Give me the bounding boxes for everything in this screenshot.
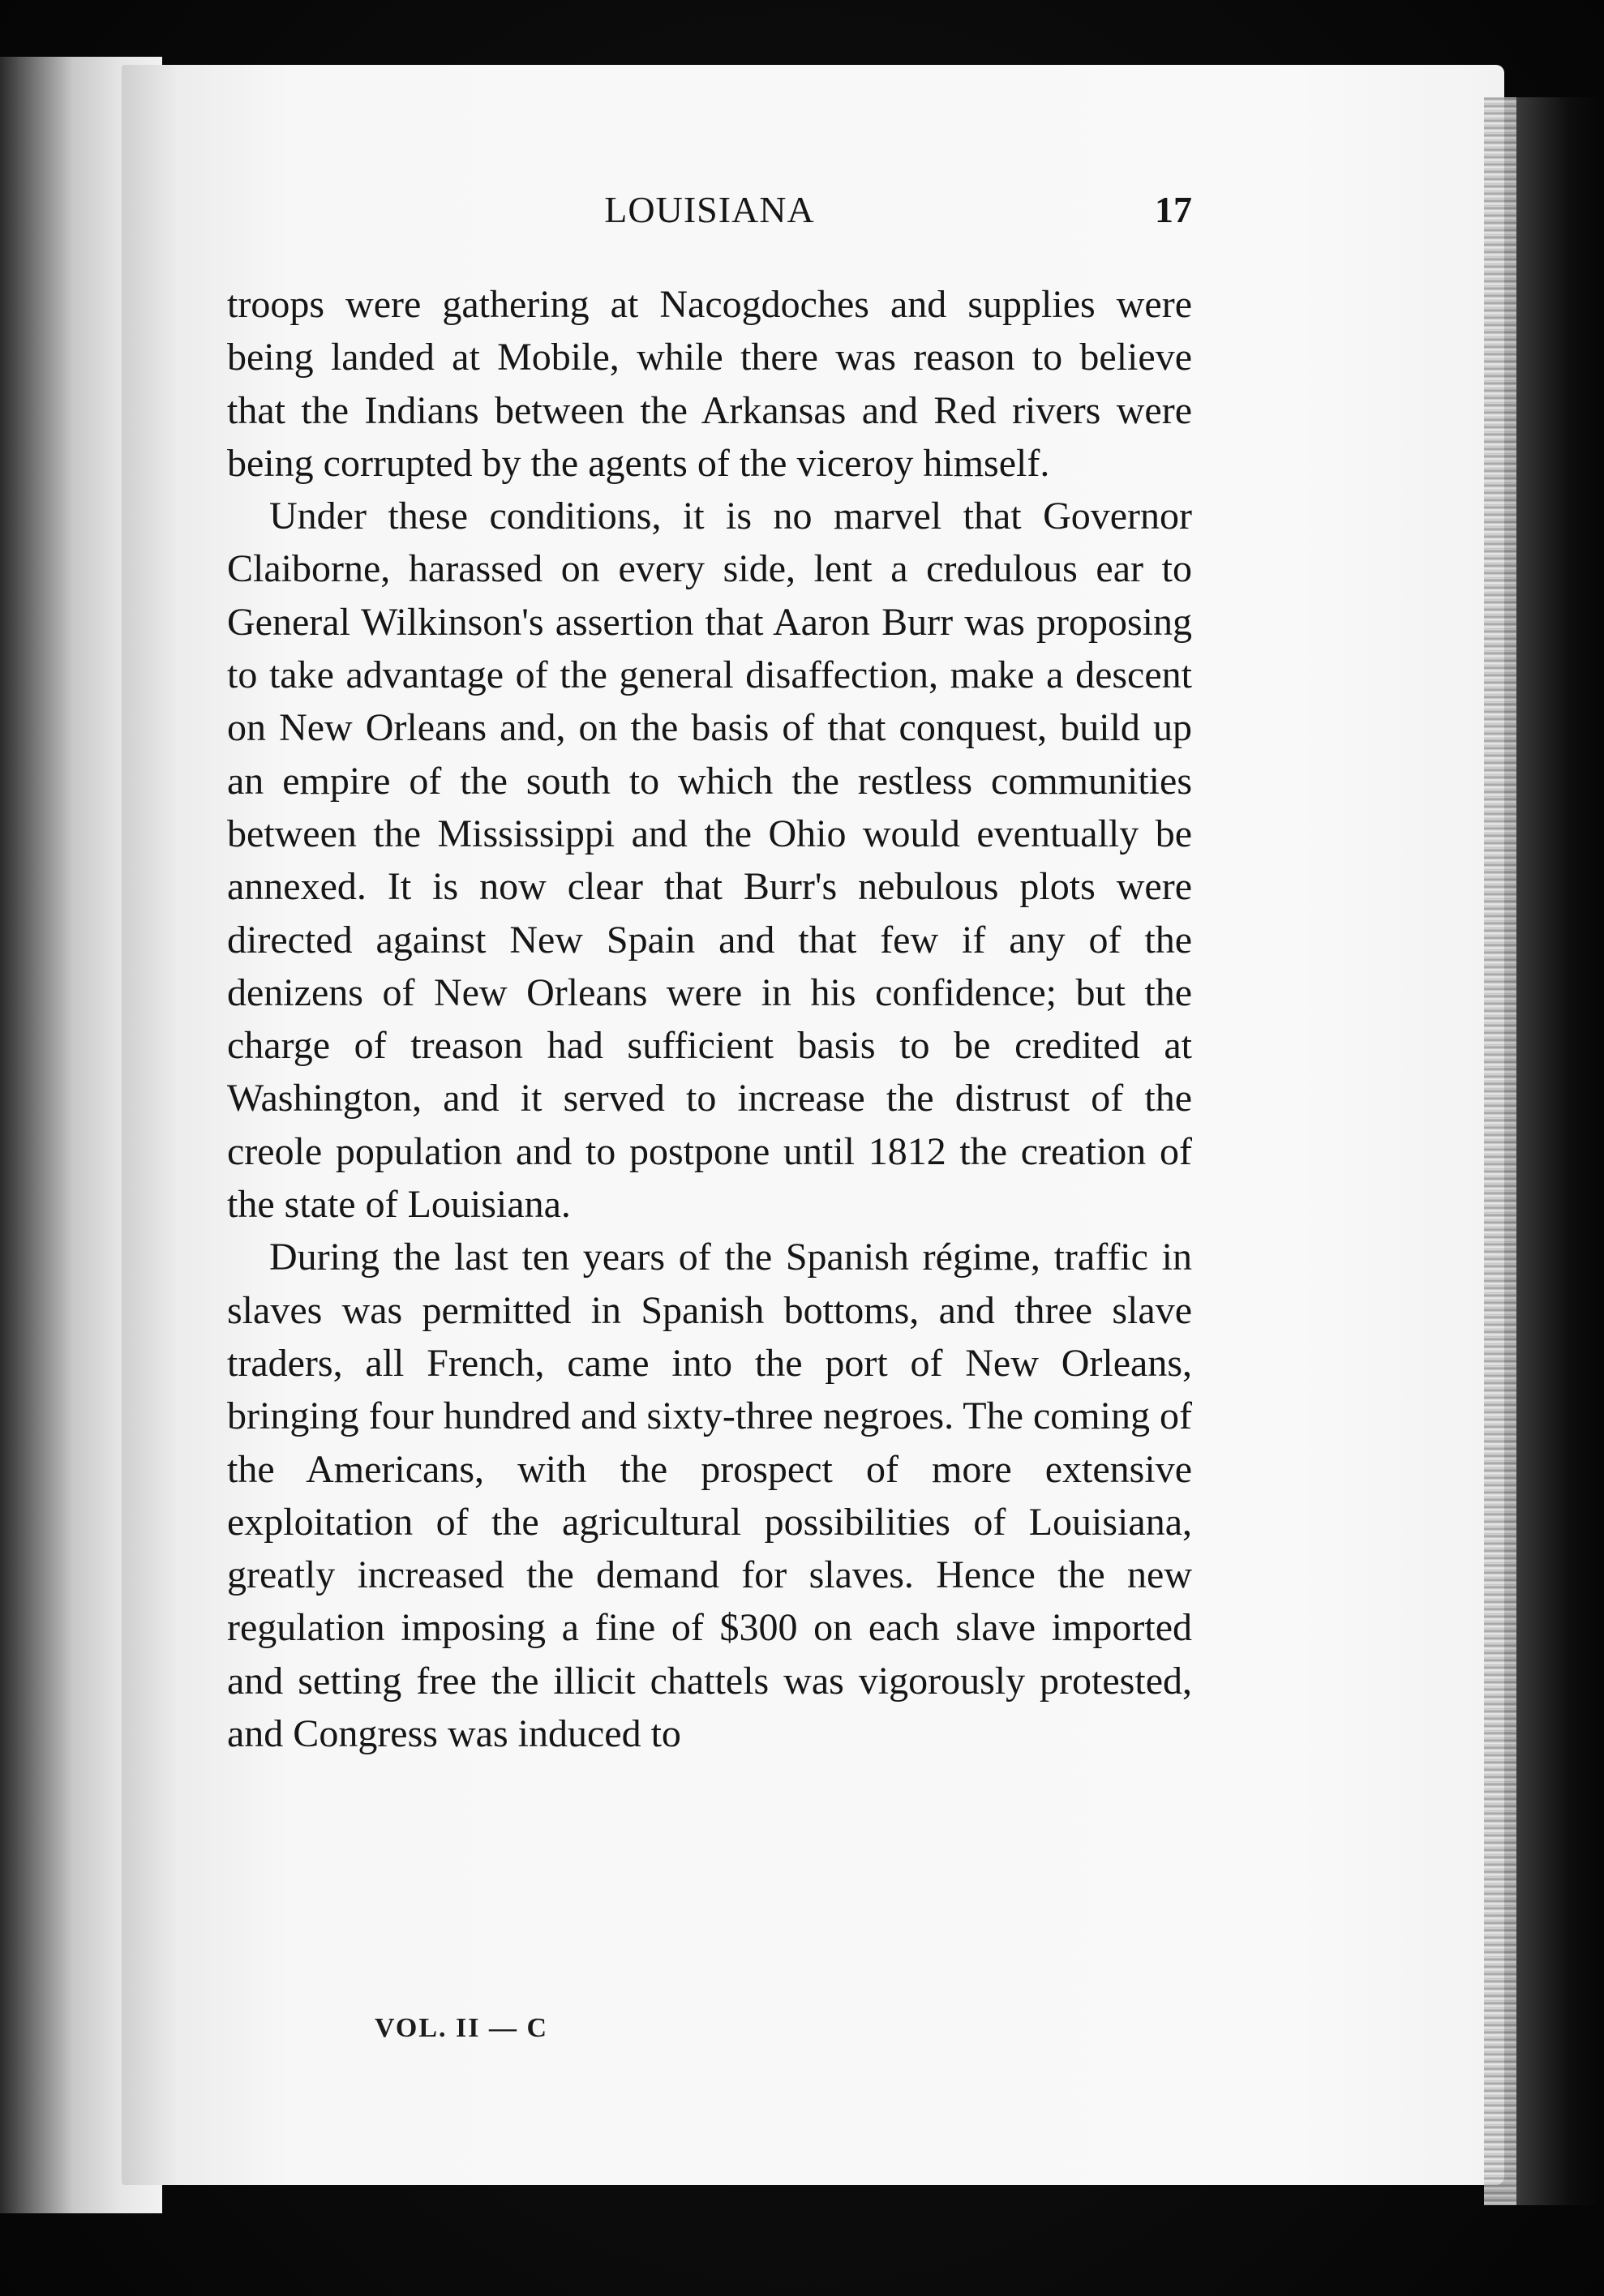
signature-mark: VOL. II — C [375,2013,549,2043]
body-text [227,278,1192,1760]
running-title: LOUISIANA [604,189,815,230]
paragraph-3: During the last ten years of the Spanish régime, traffic in slaves was permitted in Spanish bottoms, and three slave traders, all French, came into the port of New Orleans, bringing four hundred and sixty-three negroes. The coming of the Americans, with the prospect of more extensive exploitation of the agricultural possibilities of Louisiana, greatly increased the demand for slaves. Hence the new regulation imposing a fine of $300 on each slave imported and setting free the illicit chattels was vigorously protested, and Congress was induced to [227,1236,1192,1756]
paragraph-2: Under these conditions, it is no marvel that Governor Claiborne, harassed on every side, lent a credulous ear to General Wilkinson's assertion that Aaron Burr was proposing to take advantage of the general disaffection, make a descent on New Orleans and, on the basis of that conquest, build up an empire of the south to which the restless communities between the Mississippi and the Ohio would eventually be annexed. It is now clear that Burr's nebulous plots were directed against New Spain and that few if any of the denizens of New Orleans were in his confidence; but the charge of treason had sufficient basis to be credited at Washington, and it served to increase the distrust of the creole population and to postpone until 1812 the creation of the state of Louisiana. [227,495,1192,1227]
binding-shadow [1516,97,1604,2205]
page-header [227,188,1192,245]
paragraph-1: troops were gathering at Nacogdoches and supplies were being landed at Mobile, while there was reason to believe that the Indians between the Arkansas and Red rivers were being corrupted by the agents of the viceroy himself. [227,283,1192,485]
page-number: 17 [1155,189,1192,230]
